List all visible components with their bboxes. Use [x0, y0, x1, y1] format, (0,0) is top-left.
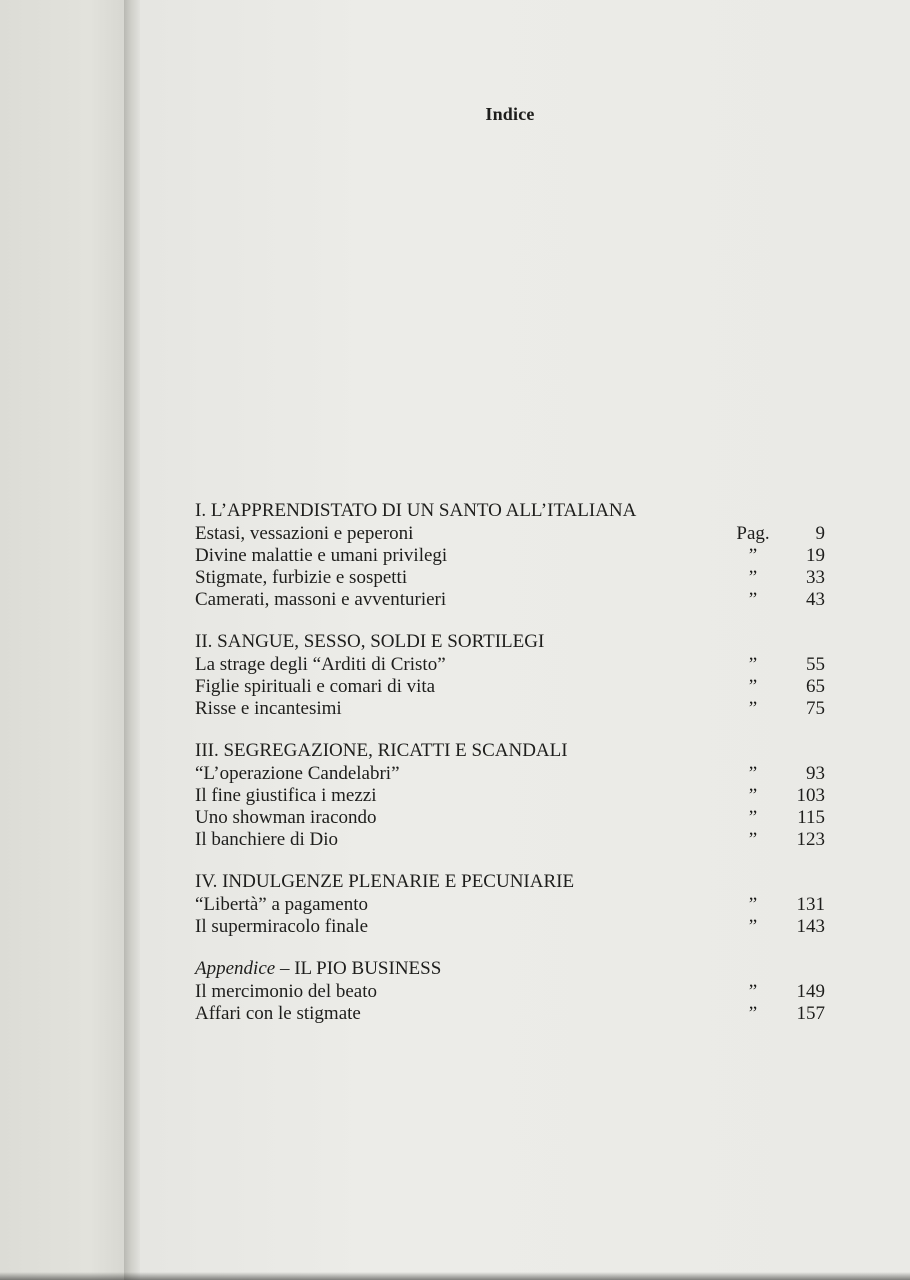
facing-page [0, 0, 128, 1280]
ditto-mark: ” [748, 545, 758, 566]
table-of-contents [195, 499, 835, 1044]
entry-page-number: 75 [806, 698, 825, 719]
entry-page-number: 19 [806, 545, 825, 566]
entry-title: “Libertà” a pagamento [195, 894, 369, 915]
entry-title: Il fine giustifica i mezzi [195, 785, 377, 806]
entry-page-number: 65 [806, 676, 825, 697]
toc-section [195, 739, 835, 851]
section-heading [195, 870, 835, 894]
ditto-mark: ” [748, 698, 758, 719]
ditto-mark: ” [748, 829, 758, 850]
toc-entry [195, 916, 835, 938]
toc-section [195, 499, 835, 611]
section-heading-text: – IL PIO BUSINESS [275, 958, 442, 979]
entry-page-number: 33 [806, 567, 825, 588]
toc-section [195, 957, 835, 1025]
entry-page-number: 9 [815, 523, 825, 544]
toc-entry [195, 1003, 835, 1025]
section-heading [195, 739, 835, 763]
section-heading-text: IV. INDULGENZE PLENARIE E PECUNIARIE [195, 871, 575, 892]
toc-entry [195, 698, 835, 720]
entry-title: Il banchiere di Dio [195, 829, 338, 850]
entry-page-number: 123 [796, 829, 825, 850]
toc-entry [195, 829, 835, 851]
section-heading-text: II. SANGUE, SESSO, SOLDI E SORTILEGI [195, 631, 545, 652]
entry-title: Stigmate, furbizie e sospetti [195, 567, 408, 588]
toc-section [195, 870, 835, 938]
page-bottom-shadow [0, 1272, 910, 1280]
section-heading [195, 957, 835, 981]
entry-page-number: 93 [806, 763, 825, 784]
toc-entry [195, 523, 835, 545]
ditto-mark: ” [748, 567, 758, 588]
entry-page-number: 157 [796, 1003, 825, 1024]
entry-page-number: 115 [797, 807, 825, 828]
ditto-mark: ” [748, 654, 758, 675]
entry-page-number: 43 [806, 589, 825, 610]
section-heading [195, 630, 835, 654]
ditto-mark: ” [748, 916, 758, 937]
entry-title: La strage degli “Arditi di Cristo” [195, 654, 446, 675]
toc-section [195, 630, 835, 720]
toc-entry [195, 545, 835, 567]
toc-entry [195, 567, 835, 589]
ditto-mark: ” [748, 589, 758, 610]
entry-title: Divine malattie e umani privilegi [195, 545, 448, 566]
entry-page-number: 55 [806, 654, 825, 675]
toc-entry [195, 807, 835, 829]
toc-entry [195, 894, 835, 916]
entry-title: Risse e incantesimi [195, 698, 342, 719]
entry-page-number: 143 [796, 916, 825, 937]
ditto-mark: ” [748, 807, 758, 828]
section-heading-text: I. L’APPRENDISTATO DI UN SANTO ALL’ITALIANA [195, 500, 637, 521]
entry-title: Camerati, massoni e avventurieri [195, 589, 447, 610]
toc-entry [195, 981, 835, 1003]
ditto-mark: ” [748, 981, 758, 1002]
ditto-mark: ” [748, 676, 758, 697]
ditto-mark: ” [748, 785, 758, 806]
ditto-mark: ” [748, 763, 758, 784]
toc-entry [195, 654, 835, 676]
entry-title: Figlie spirituali e comari di vita [195, 676, 436, 697]
pag-label: Pag. [736, 523, 770, 544]
section-prefix: Appendice [195, 958, 276, 979]
section-heading-text: III. SEGREGAZIONE, RICATTI E SCANDALI [195, 740, 568, 761]
section-heading [195, 499, 835, 523]
ditto-mark: ” [748, 1003, 758, 1024]
ditto-mark: ” [748, 894, 758, 915]
toc-entry [195, 763, 835, 785]
entry-title: Estasi, vessazioni e peperoni [195, 523, 414, 544]
entry-title: Affari con le stigmate [195, 1003, 361, 1024]
toc-entry [195, 589, 835, 611]
entry-page-number: 103 [796, 785, 825, 806]
entry-page-number: 131 [796, 894, 825, 915]
toc-entry [195, 785, 835, 807]
entry-title: “L’operazione Candelabri” [195, 763, 400, 784]
entry-title: Uno showman iracondo [195, 807, 377, 828]
entry-title: Il mercimonio del beato [195, 981, 378, 1002]
entry-page-number: 149 [796, 981, 825, 1002]
page-title: Indice [485, 104, 535, 124]
entry-title: Il supermiracolo finale [195, 916, 369, 937]
toc-entry [195, 676, 835, 698]
